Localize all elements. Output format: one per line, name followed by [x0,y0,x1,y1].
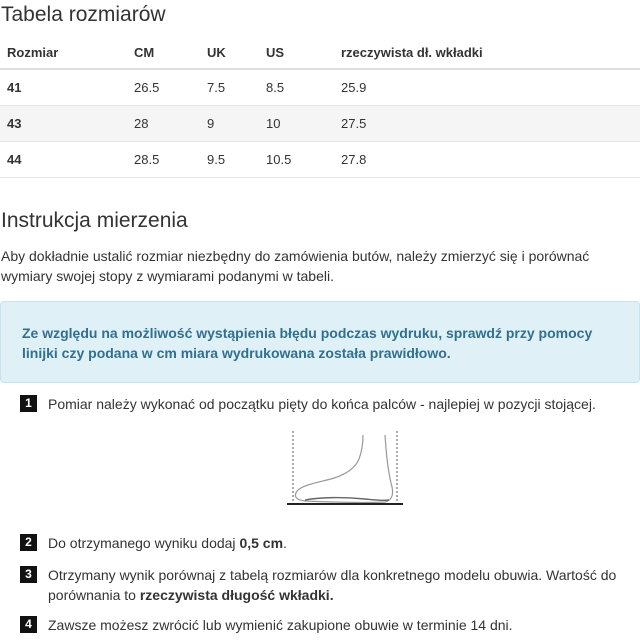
instructions-intro: Aby dokładnie ustalić rozmiar niezbędny do zamówienia butów, należy zmierzyć się i porównać wymiary swojej stopy z wymiarami podanymi w tabeli. [1,248,590,284]
table-cell-insole: 27.5 [334,106,640,142]
step-text [48,615,640,635]
print-accuracy-notice [0,301,640,383]
step-text-main: Otrzymany wynik porównaj z tabelą rozmiarów dla konkretnego modelu obuwia. Wartość do porównania to [48,567,617,603]
step-number-badge: 2 [20,534,37,551]
table-cell-us: 10 [259,106,334,142]
table-cell-cm: 28.5 [127,142,200,178]
size-table-header-row [0,36,640,69]
step-text [48,394,640,414]
step-text-after: . [283,535,287,551]
instructions-title: Instrukcja mierzenia [1,209,188,232]
step-number-badge: 1 [20,395,37,412]
table-cell-size: 41 [0,69,127,106]
step-text-main: Zawsze możesz zwrócić lub wymienić zakupione obuwie w terminie 14 dni. [48,617,513,633]
foot-measurement-icon [285,431,407,511]
table-cell-cm: 26.5 [127,69,200,106]
table-cell-insole: 27.8 [334,142,640,178]
step-text-main: Pomiar należy wykonać od początku pięty do końca palców - najlepiej w pozycji stojącej. [48,396,596,412]
step-text-main: Do otrzymanego wyniku dodaj [48,535,240,551]
table-cell-cm: 28 [127,106,200,142]
table-cell-us: 8.5 [259,69,334,106]
table-cell-uk: 7.5 [200,69,259,106]
step-text [48,565,640,605]
table-cell-size: 43 [0,106,127,142]
step-text-bold: rzeczywista długość wkładki. [139,587,334,603]
table-cell-size: 44 [0,142,127,178]
table-cell-uk: 9 [200,106,259,142]
table-cell-uk: 9.5 [200,142,259,178]
step-text [48,533,640,553]
table-cell-us: 10.5 [259,142,334,178]
column-header-insole-length: rzeczywista dł. wkładki [334,36,640,69]
column-header-size: Rozmiar [0,36,127,69]
step-number-badge: 3 [20,566,37,583]
table-row [0,106,640,142]
column-header-uk: UK [200,36,259,69]
table-row [0,142,640,178]
step-number-badge: 4 [20,616,37,633]
size-table [0,36,640,178]
step-text-bold: 0,5 cm [239,535,284,551]
column-header-us: US [259,36,334,69]
table-row [0,69,640,106]
size-table-title: Tabela rozmiarów [1,3,166,26]
column-header-cm: CM [127,36,200,69]
notice-text: Ze względu na możliwość wystąpienia błędu podczas wydruku, sprawdź przy pomocy linijki czy podana w cm miara wydrukowana została prawidłowo. [22,325,593,361]
table-cell-insole: 25.9 [334,69,640,106]
